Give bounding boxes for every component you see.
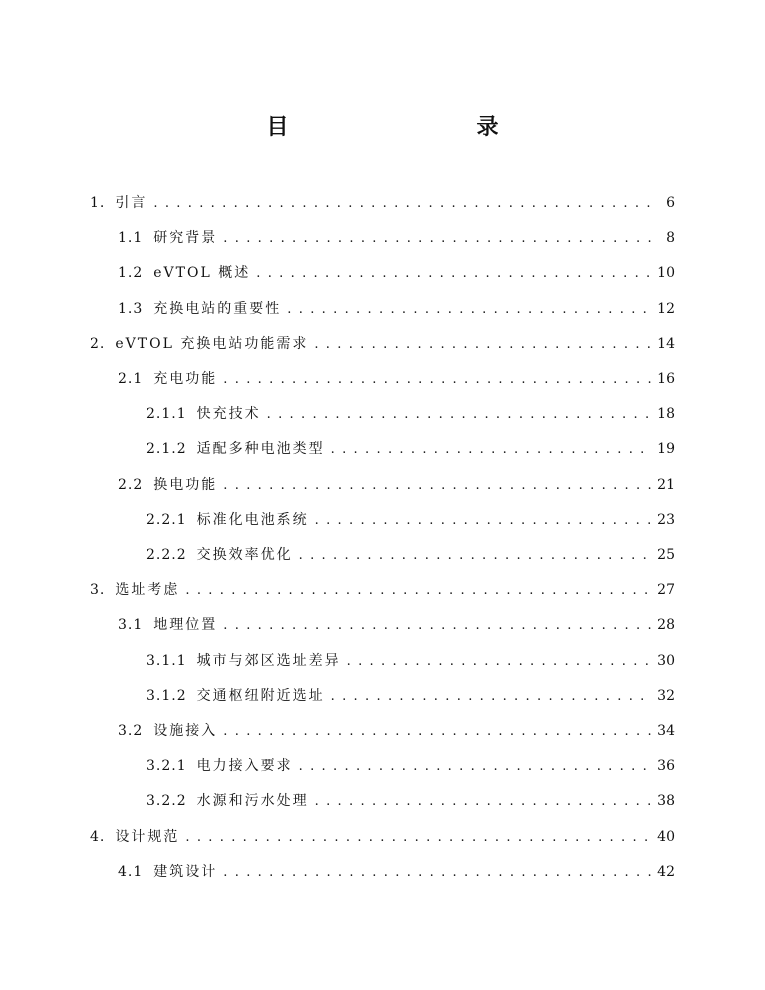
toc-entry-page-number: 28 (657, 617, 675, 634)
toc-entry-number: 1.3 (118, 300, 144, 317)
toc-entry-page-number: 40 (657, 828, 675, 845)
page-title: 目 录 (266, 115, 547, 140)
toc-entry-number: 2. (90, 335, 106, 352)
toc-entry-title: eVTOL 概述 (153, 265, 251, 282)
toc-entry-title: 设计规范 (115, 828, 180, 845)
toc-entry-page-number: 34 (657, 723, 675, 739)
toc-dot-leader (331, 432, 651, 467)
toc-entry-number: 3.2.1 (146, 758, 187, 775)
toc-entry-page-number: 36 (657, 758, 675, 775)
toc-entry-title: 设施接入 (153, 723, 218, 739)
toc-dot-leader (299, 538, 651, 573)
toc-entry-number: 2.2 (118, 476, 144, 493)
toc-dot-leader (185, 820, 651, 855)
toc-entry-title: 充换电站的重要性 (153, 300, 282, 317)
toc-entry-page-number: 21 (657, 476, 675, 493)
toc-entry[interactable] (118, 608, 675, 643)
toc-dot-leader (315, 784, 651, 819)
toc-entry-title: 适配多种电池类型 (196, 441, 325, 458)
toc-entry-number: 1.1 (118, 230, 144, 247)
toc-dot-leader (256, 256, 651, 291)
toc-dot-leader (331, 679, 651, 714)
toc-entry-page-number: 32 (657, 687, 675, 704)
toc-entry-number: 1. (90, 195, 106, 211)
toc-entry[interactable] (146, 538, 675, 573)
toc-entry-number: 2.2.1 (146, 511, 187, 528)
toc-entry[interactable] (118, 362, 675, 397)
toc-entry[interactable] (118, 221, 675, 256)
toc-entry[interactable] (146, 644, 675, 679)
toc-entry-number: 4. (90, 828, 106, 845)
toc-entry-number: 2.1.1 (146, 406, 187, 423)
toc-entry-title: 电力接入要求 (196, 758, 293, 775)
toc-entry[interactable] (118, 468, 675, 503)
toc-entry-page-number: 10 (657, 265, 675, 282)
toc-entry-number: 3. (90, 582, 106, 599)
toc-entry-page-number: 25 (657, 547, 675, 563)
toc-entry-page-number: 19 (657, 441, 675, 458)
toc-entry[interactable] (146, 432, 675, 467)
toc-entry-page-number: 6 (666, 195, 675, 211)
toc-entry-title: eVTOL 充换电站功能需求 (115, 335, 309, 352)
toc-entry-title: 换电功能 (153, 476, 218, 493)
toc-entry[interactable] (118, 714, 675, 749)
toc-entry-page-number: 8 (666, 230, 675, 247)
toc-entry-title: 建筑设计 (153, 863, 218, 880)
toc-entry-page-number: 18 (657, 406, 675, 423)
toc-dot-leader (223, 468, 651, 503)
toc-entry[interactable] (90, 186, 675, 221)
toc-entry-page-number: 14 (657, 335, 675, 352)
toc-dot-leader (267, 397, 651, 432)
toc-entry-title: 快充技术 (196, 406, 261, 423)
toc-dot-leader (223, 714, 651, 749)
toc-entry-number: 1.2 (118, 265, 144, 282)
toc-entry-title: 水源和污水处理 (196, 793, 309, 810)
toc-entry-title: 引言 (115, 195, 148, 211)
toc-dot-leader (287, 292, 651, 327)
toc-entry-title: 充电功能 (153, 371, 218, 387)
toc-dot-leader (223, 221, 651, 256)
toc-entry-number: 2.2.2 (146, 547, 187, 563)
toc-entry[interactable] (90, 327, 675, 362)
toc-entry[interactable] (146, 397, 675, 432)
toc-entry-number: 3.1.2 (146, 687, 187, 704)
toc-entry-title: 交通枢纽附近选址 (196, 687, 325, 704)
toc-entry[interactable] (146, 784, 675, 819)
toc-entry[interactable] (146, 749, 675, 784)
toc-entry-number: 4.1 (118, 863, 144, 880)
toc-entry[interactable] (146, 679, 675, 714)
toc-entry[interactable] (118, 256, 675, 291)
toc-dot-leader (314, 327, 651, 362)
toc-entry[interactable] (90, 820, 675, 855)
toc-dot-leader (185, 573, 651, 608)
toc-entry-page-number: 30 (657, 652, 675, 669)
toc-dot-leader (223, 362, 651, 397)
toc-entry-page-number: 42 (657, 863, 675, 880)
toc-entry-number: 3.1.1 (146, 652, 187, 669)
toc-entry-page-number: 16 (657, 371, 675, 387)
toc-entry-title: 地理位置 (153, 617, 218, 634)
toc-entry[interactable] (90, 573, 675, 608)
toc-entry-page-number: 12 (657, 300, 675, 317)
toc-dot-leader (223, 608, 651, 643)
toc-dot-leader (299, 749, 651, 784)
toc-entry-title: 选址考虑 (115, 582, 180, 599)
toc-entry-number: 2.1.2 (146, 441, 187, 458)
toc-dot-leader (153, 186, 651, 221)
toc-entry[interactable] (146, 503, 675, 538)
toc-entry[interactable] (118, 855, 675, 890)
toc-entry-page-number: 23 (657, 511, 675, 528)
toc-entry[interactable] (118, 292, 675, 327)
toc-entry-number: 2.1 (118, 371, 144, 387)
toc-entry-title: 研究背景 (153, 230, 218, 247)
toc-entry-title: 城市与郊区选址差异 (196, 652, 341, 669)
toc-entry-number: 3.1 (118, 617, 144, 634)
toc-entry-number: 3.2.2 (146, 793, 187, 810)
toc-entry-page-number: 27 (657, 582, 675, 599)
toc-dot-leader (347, 644, 651, 679)
toc-dot-leader (223, 855, 651, 890)
toc-entry-page-number: 38 (657, 793, 675, 810)
toc-entry-number: 3.2 (118, 723, 144, 739)
toc-dot-leader (315, 503, 651, 538)
toc-entry-title: 交换效率优化 (196, 547, 293, 563)
toc-entry-title: 标准化电池系统 (196, 511, 309, 528)
